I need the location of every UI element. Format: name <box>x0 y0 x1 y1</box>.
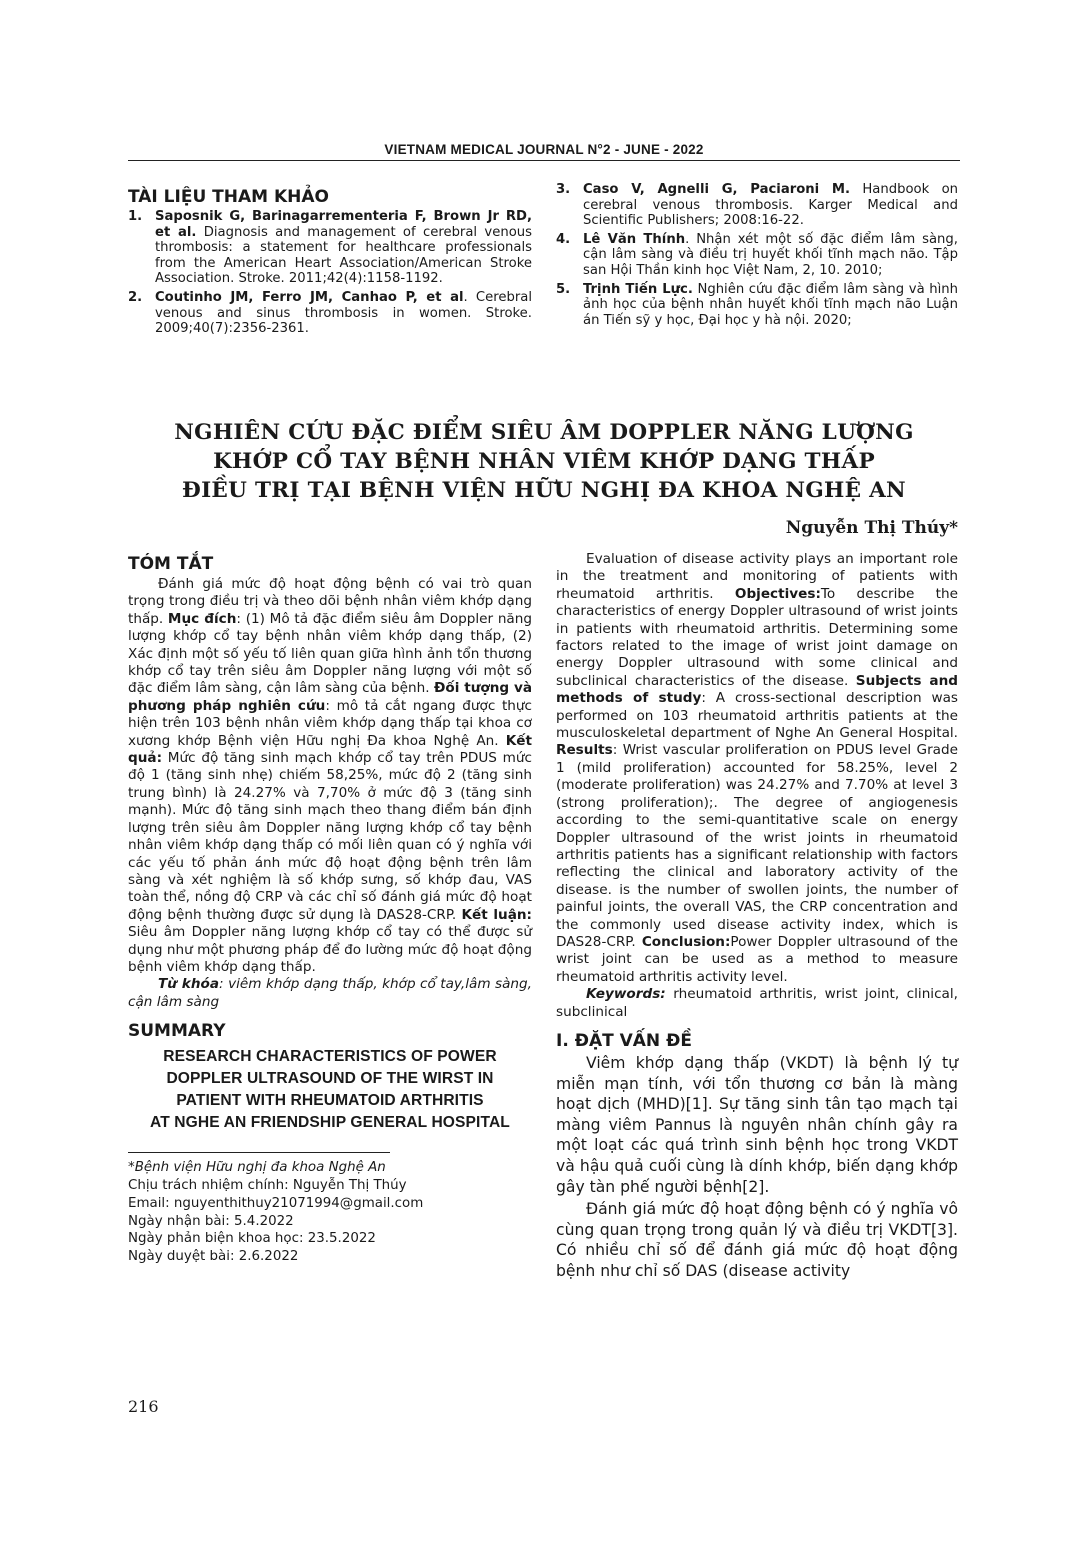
abstract-left-column <box>128 553 532 1266</box>
intro-paragraph: Viêm khớp dạng thấp (VKDT) là bệnh lý tự miễn mạn tính, với tổn thương cơ bản là màng hoạt dịch (MHD)[1]. Sự tăng sinh tân tạo mạch tại màng viêm Pannus là nguyên nhân chính gây ra một loạt các quá trình sinh bệnh học trong VKDT và hậu quả cuối cùng là dính khớp, biến dạng khớp gây tàn phế người bệnh[2]. <box>556 1053 958 1196</box>
summary-title-line: RESEARCH CHARACTERISTICS OF POWER <box>163 1048 497 1066</box>
summary-heading: SUMMARY <box>128 1021 226 1042</box>
reference-item: 5. Trịnh Tiến Lực. Nghiên cứu đặc điểm lâm sàng và hình ảnh học của bệnh nhân huyết khối tĩnh mạch não Luận án Tiến sỹ y học, Đại học y hà nội. 2020; <box>556 281 959 328</box>
intro-heading: I. ĐẶT VẤN ĐỀ <box>556 1030 692 1051</box>
footnote <box>128 1152 532 1266</box>
references-heading: TÀI LIỆU THAM KHẢO <box>128 187 329 207</box>
title-line: NGHIÊN CỨU ĐẶC ĐIỂM SIÊU ÂM DOPPLER NĂNG LƯỢNG <box>174 420 914 445</box>
footnote-divider <box>128 1152 390 1153</box>
reference-item: 2. Coutinho JM, Ferro JM, Canhao P, et al. Cerebral venous and sinus thrombosis in women. Stroke. 2009;40(7):2356-2361. <box>128 289 532 337</box>
summary-title-line: PATIENT WITH RHEUMATOID ARTHRITIS <box>176 1092 484 1110</box>
header-divider <box>128 160 960 161</box>
reference-list-left <box>128 209 532 337</box>
reference-item: 4. Lê Văn Thính. Nhận xét một số đặc điểm lâm sàng, cận lâm sàng và điều trị huyết khối tĩnh mạch não. Tập san Hội Thần kinh học Việt Nam, 2, 10. 2010; <box>556 231 958 278</box>
author-name: Nguyễn Thị Thúy* <box>785 518 958 538</box>
summary-title-line: DOPPLER ULTRASOUND OF THE WIRST IN <box>166 1070 494 1088</box>
abstract-en-keywords: Keywords: rheumatoid arthritis, wrist joint, clinical, subclinical <box>556 986 958 1020</box>
page-number: 216 <box>128 1397 159 1416</box>
footnote-reviewed: Ngày phản biện khoa học: 23.5.2022 <box>128 1231 376 1247</box>
reference-list-right <box>556 182 958 328</box>
summary-title-line: AT NGHE AN FRIENDSHIP GENERAL HOSPITAL <box>150 1114 510 1132</box>
abstract-en-body: Evaluation of disease activity plays an important role in the treatment and monitoring of patients with rheumatoid arthritis. Objectives:To describe the characteristics of energy Doppler ultrasound of wrist joints in patients with rheumatoid arthritis. Determining some factors related to the image of wrist joint damage on energy Doppler ultrasound with some clinical and subclinical characteristics of the disease. Subjects and methods of study: A cross-sectional description was performed on 103 rheumatoid arthritis patients at the musculoskeletal department of Nghe An General Hospital. Results: Wrist vascular proliferation on PDUS level Grade 1 (mild proliferation) accounted for 58.25%, level 2 (moderate proliferation) was 24.27% and 7.70% at level 3 (strong proliferation);. The degree of angiogenesis according to the semi-quantitative scale on energy Doppler ultrasound of the wrist joints in rheumatoid arthritis patients has a significant relationship with factors reflecting the clinical and laboratory activity of the disease. is the number of swollen joints, the number of painful joints, the overall VAS, the CRP concentration and the commonly used disease activity index, which is DAS28-CRP. Conclusion:Power Doppler ultrasound of the wrist joint can be used as a method to measure rheumatoid arthritis activity level. <box>556 551 958 985</box>
footnote-responsible: Chịu trách nhiệm chính: Nguyễn Thị Thúy <box>128 1177 407 1193</box>
journal-header: VIETNAM MEDICAL JOURNAL N°2 - JUNE - 2022 <box>384 142 704 157</box>
intro-paragraph: Đánh giá mức độ hoạt động bệnh có ý nghĩa vô cùng quan trọng trong quản lý và điều trị VKDT[3]. Có nhiều chỉ số để đánh giá mức độ hoạt động bệnh như chỉ số DAS (disease activity <box>556 1200 958 1280</box>
abstract-right-column <box>556 551 958 1282</box>
footnote-affiliation: *Bệnh viện Hữu nghị đa khoa Nghệ An <box>128 1160 386 1176</box>
footnote-received: Ngày nhận bài: 5.4.2022 <box>128 1213 294 1229</box>
abstract-vi-heading: TÓM TẮT <box>128 554 214 574</box>
footnote-accepted: Ngày duyệt bài: 2.6.2022 <box>128 1249 299 1265</box>
abstract-vi-keywords: Từ khóa: viêm khớp dạng thấp, khớp cổ tay,lâm sàng, cận lâm sàng <box>128 976 532 1010</box>
reference-item: 3. Caso V, Agnelli G, Paciaroni M. Handbook on cerebral venous thrombosis. Karger Medical and Scientific Publishers; 2008:16-22. <box>556 182 958 229</box>
references-right-column <box>556 182 958 331</box>
abstract-vi-body: Đánh giá mức độ hoạt động bệnh có vai trò quan trọng trong điều trị và theo dõi bệnh nhân viêm khớp dạng thấp. Mục đích: (1) Mô tả đặc điểm siêu âm Doppler năng lượng khớp cổ tay bệnh nhân viêm khớp dạng thấp, (2) Xác định một số yếu tố liên quan giữa hình ảnh tổn thương khớp cổ tay trên siêu âm Doppler năng lượng với một số đặc điểm lâm sàng, cận lâm sàng của bệnh. Đối tượng và phương pháp nghiên cứu: mô tả cắt ngang được thực hiện trên 103 bệnh nhân viêm khớp dạng thấp tại khoa cơ xương khớp Bệnh viện Hữu nghị Đa khoa Nghệ An. Kết quả: Mức độ tăng sinh mạch khớp cổ tay trên PDUS mức độ 1 (tăng sinh nhẹ) chiếm 58,25%, mức độ 2 (tăng sinh trung bình) là 24.27% và 7,70% ở mức độ 3 (tăng sinh mạnh). Mức độ tăng sinh mạch theo thang điểm bán định lượng trên siêu âm Doppler năng lượng khớp cổ tay bệnh nhân viêm khớp dạng thấp có mối liên quan có ý nghĩa với các yếu tố phản ánh mức độ hoạt động bệnh trên lâm sàng và xét nghiệm là số khớp sưng, số khớp đau, VAS toàn thể, nồng độ CRP và các chỉ số đánh giá mức độ hoạt động bệnh thường được sử dụng là DAS28-CRP. Kết luận: Siêu âm Doppler năng lượng khớp cổ tay có thể được sử dụng như một phương pháp để đo lường mức độ hoạt động bệnh viêm khớp dạng thấp. <box>128 576 533 975</box>
title-line: KHỚP CỔ TAY BỆNH NHÂN VIÊM KHỚP DẠNG THẤP <box>213 449 875 474</box>
article-title <box>128 418 960 505</box>
footnote-email: Email: nguyenthithuy21071994@gmail.com <box>128 1195 424 1211</box>
title-line: ĐIỀU TRỊ TẠI BỆNH VIỆN HỮU NGHỊ ĐA KHOA NGHỆ AN <box>181 478 907 503</box>
summary-title <box>128 1046 532 1134</box>
reference-item: 1. Saposnik G, Barinagarrementeria F, Brown Jr RD, et al. Diagnosis and management of cerebral venous thrombosis: a statement for healthcare professionals from the American Heart Association/American Stroke Association. Stroke. 2011;42(4):1158-1192. <box>128 209 532 287</box>
references-left-column <box>128 186 532 340</box>
